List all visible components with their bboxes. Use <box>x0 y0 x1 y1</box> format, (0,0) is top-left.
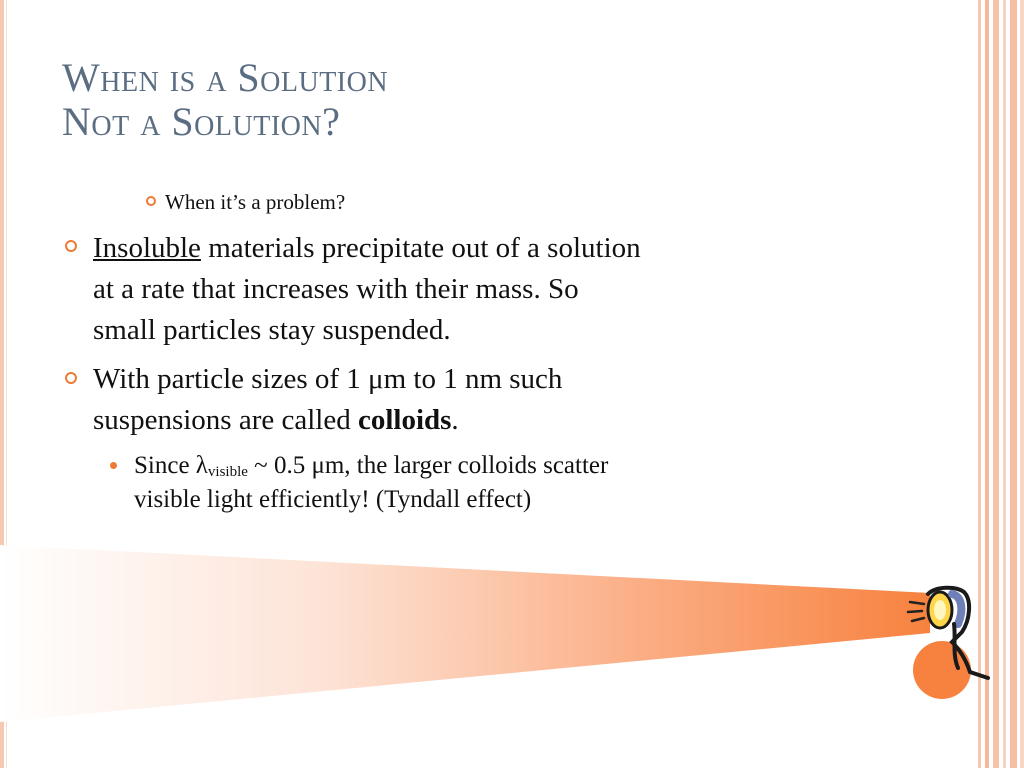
list-item <box>165 190 345 214</box>
bullet-text: small particles stay suspended. <box>93 314 451 346</box>
bullet-text: With particle sizes of 1 μm to 1 nm such <box>93 363 563 395</box>
title-line-1: When is a Solution <box>62 55 389 100</box>
slide-title <box>62 56 388 144</box>
bullet-text: materials precipitate out of a solution <box>200 232 641 264</box>
bullet-text: suspensions are called <box>93 404 358 436</box>
bullet-text: visible light efficiently! (Tyndall effect) <box>134 486 532 513</box>
underlined-term: Insoluble <box>93 232 201 264</box>
list-item <box>93 359 562 441</box>
bullet-text: When it’s a problem? <box>165 190 346 214</box>
bullet-text: . <box>451 404 459 436</box>
list-item <box>93 228 641 351</box>
bullet-marker <box>146 196 156 206</box>
bullet-marker <box>110 462 117 469</box>
subscript-visible: visible <box>207 464 248 480</box>
bullet-marker <box>65 240 77 252</box>
flashlight-clipart-icon <box>900 580 990 705</box>
bullet-text: Since <box>134 452 196 479</box>
title-line-2: Not a Solution? <box>62 99 341 144</box>
bullet-text: at a rate that increases with their mass. So <box>93 273 579 305</box>
bold-term: colloids <box>357 404 452 436</box>
bullet-marker <box>65 372 77 384</box>
list-item <box>134 449 608 517</box>
lambda-symbol: λ <box>195 452 208 479</box>
bullet-text: ~ 0.5 μm, the larger colloids scatter <box>247 452 609 479</box>
